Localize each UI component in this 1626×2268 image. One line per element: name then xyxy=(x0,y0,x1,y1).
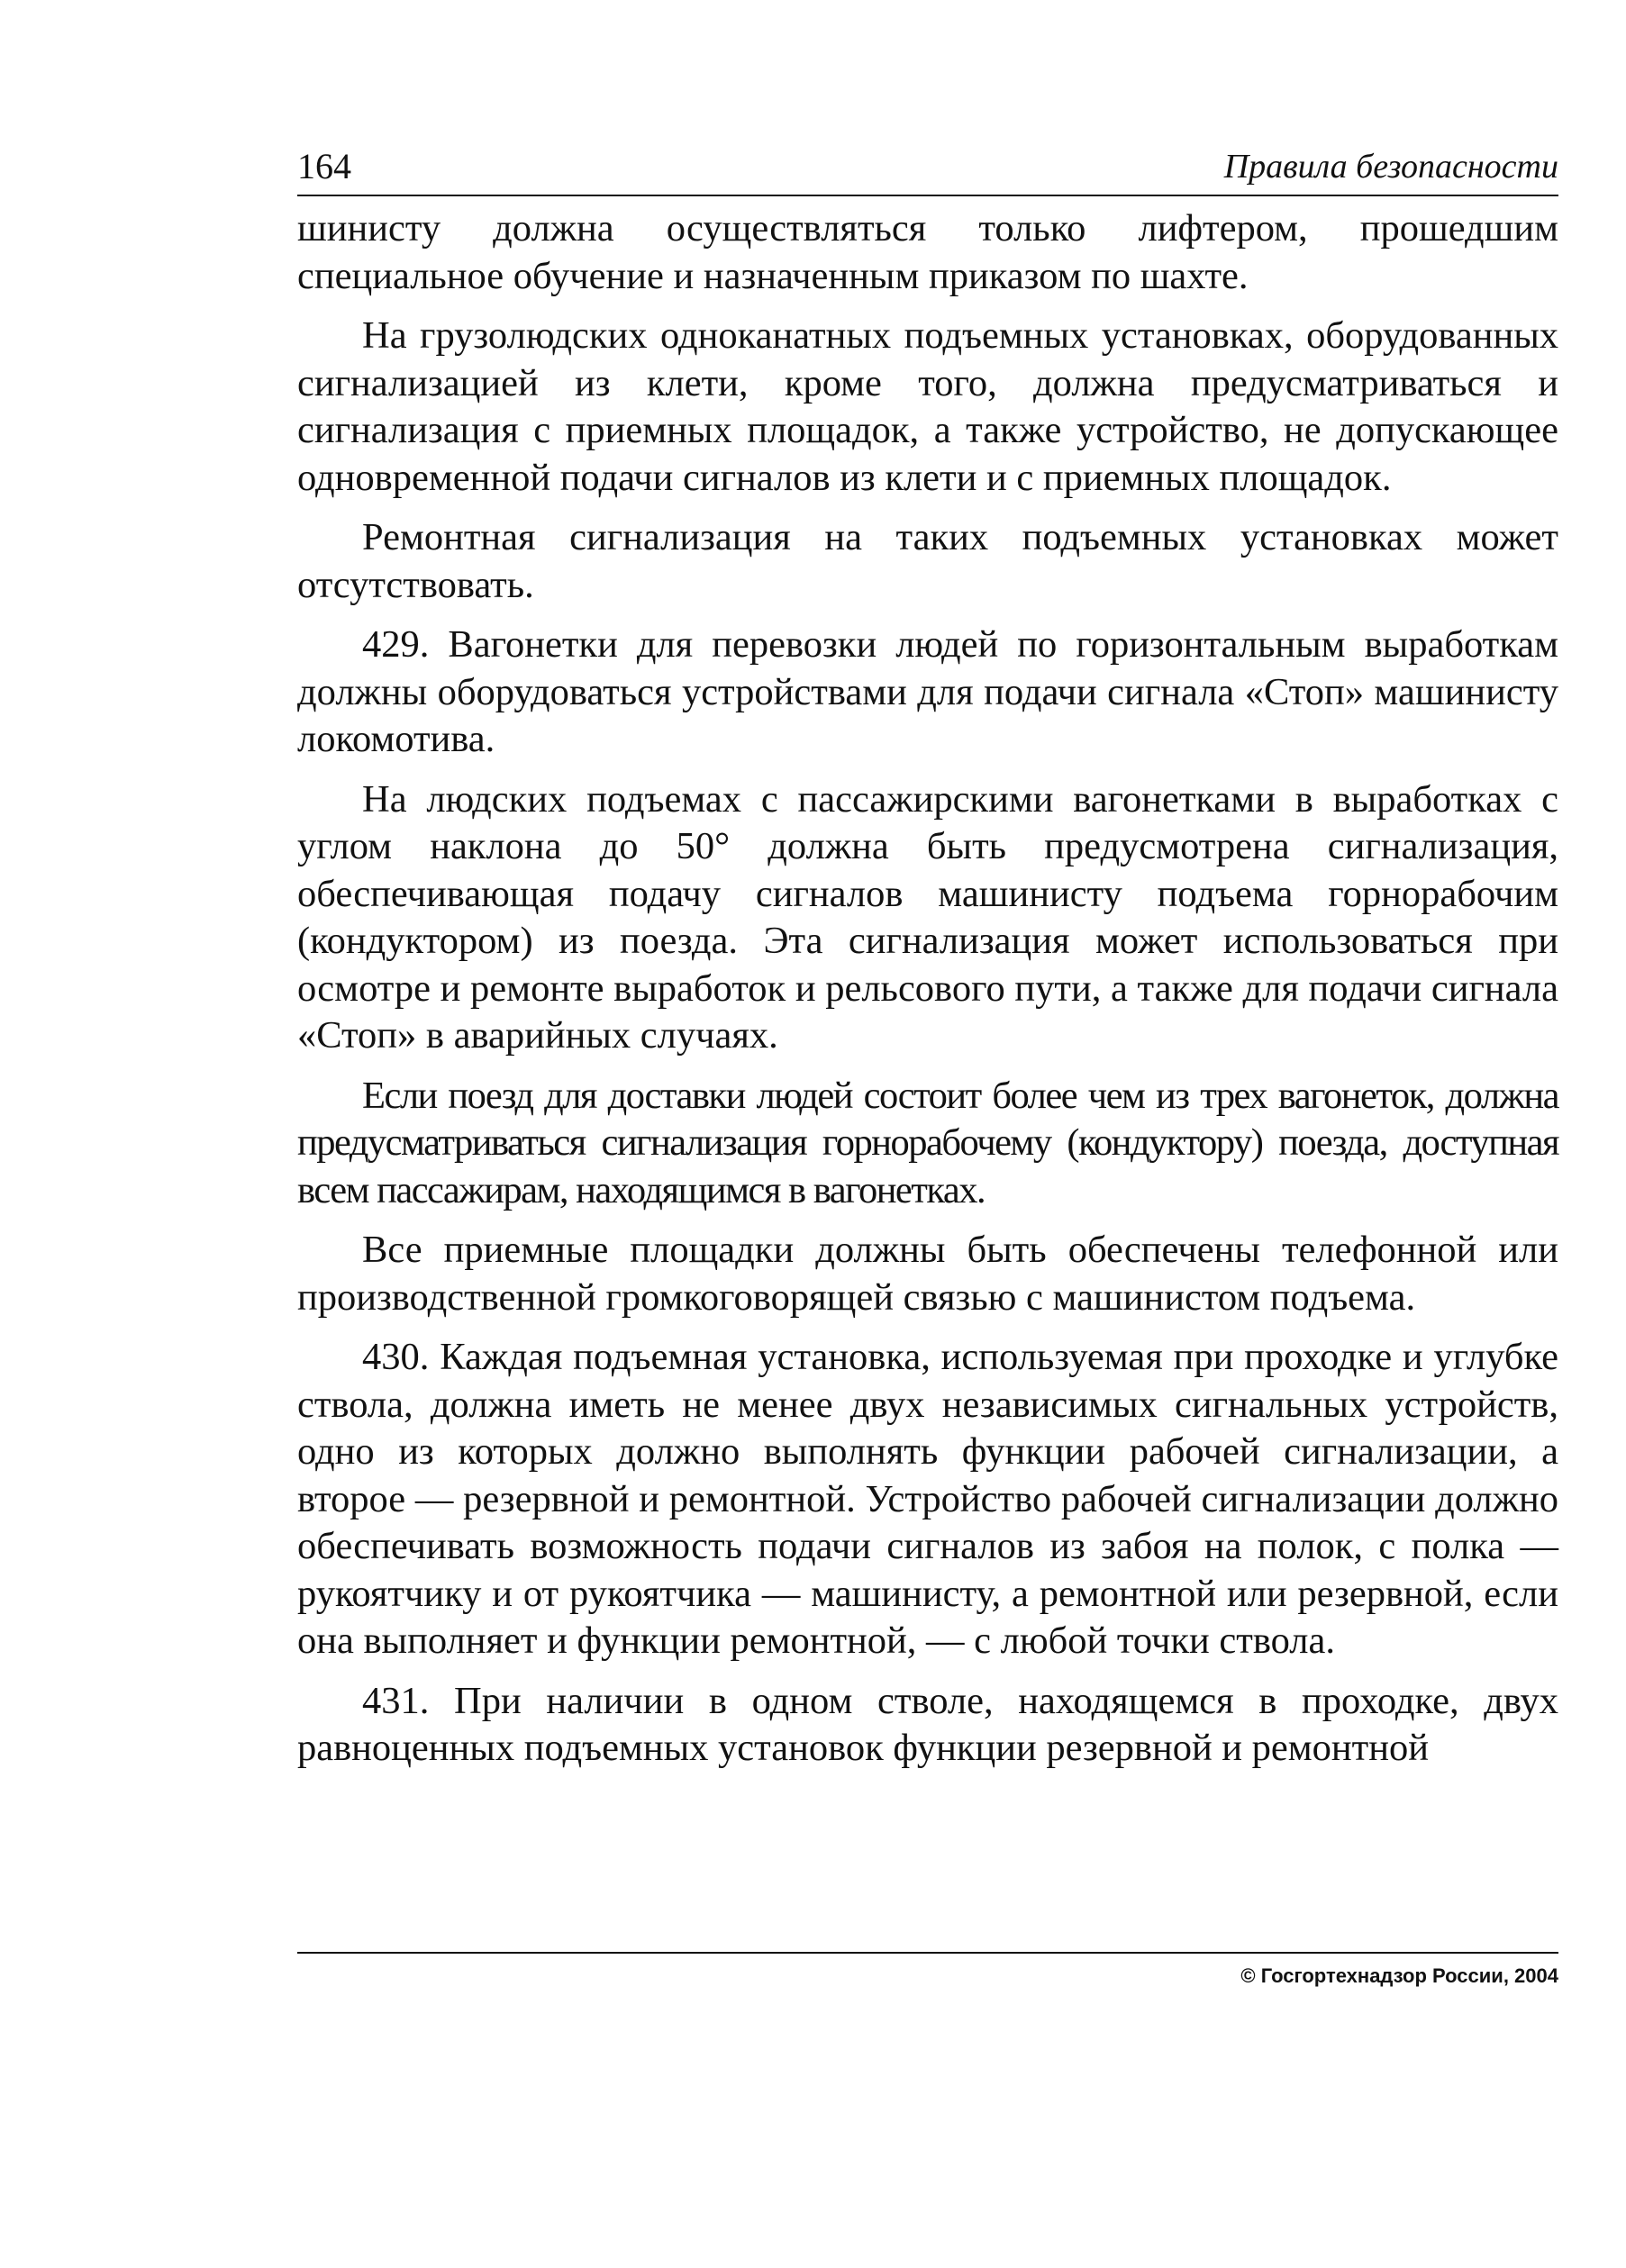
paragraph-429: 429. Вагонетки для перевозки людей по горизонтальным выработкам должны оборудоваться устройствами для подачи сигнала «Стоп» машинисту локомотива. xyxy=(297,623,1558,760)
paragraph: На грузолюдских одноканатных подъемных установках, оборудованных сигнализацией из клети, кроме того, должна предусматриваться и сигнализация с приемных площадок, а также устройство, не допускающее одновременной подачи сигналов из клети и с приемных площадок. xyxy=(297,314,1558,499)
paragraph-431: 431. При наличии в одном стволе, находящемся в проходке, двух равноценных подъемных установок функции резервной и ремонтной xyxy=(297,1679,1558,1769)
paragraph: Ремонтная сигнализация на таких подъемных установках может отсутствовать. xyxy=(297,516,1558,606)
copyright-notice: © Госгортехнадзор России, 2004 xyxy=(1240,1964,1558,1987)
footer-rule xyxy=(297,1952,1558,1954)
page-header xyxy=(297,144,1558,196)
paragraph-continuation: шинисту должна осуществляться только лифтером, прошедшим специальное обучение и назначенным приказом по шахте. xyxy=(297,207,1558,297)
paragraph: Все приемные площадки должны быть обеспечены телефонной или производственной громкоговорящей связью с машинистом подъема. xyxy=(297,1229,1558,1319)
header-rule xyxy=(297,195,1558,196)
body-text xyxy=(297,205,1558,1785)
running-title: Правила безопасности xyxy=(1223,148,1558,186)
page-number: 164 xyxy=(297,146,351,186)
paragraph: Если поезд для доставки людей состоит более чем из трех вагонеток, должна предусматриваться сигнализация горнорабочему (кондуктору) поезда, доступная всем пассажирам, находящимся в вагонетках. xyxy=(297,1074,1558,1211)
paragraph-430: 430. Каждая подъемная установка, используемая при проходке и углубке ствола, должна иметь не менее двух независимых сигнальных устройств, одно из которых должно выполнять функции рабочей сигнализации, а второе — резервной и ремонтной. Устройство рабочей сигнализации должно обеспечивать возможность подачи сигналов из забоя на полок, с полка — рукоятчику и от рукоятчика — машинисту, а ремонтной или резервной, если она выполняет и функции ремонтной, — с любой точки ствола. xyxy=(297,1336,1558,1662)
paragraph: На людских подъемах с пассажирскими вагонетками в выработках с углом наклона до 50° должна быть предусмотрена сигнализация, обеспечивающая подачу сигналов машинисту подъема горнорабочим (кондуктором) из поезда. Эта сигнализация может использоваться при осмотре и ремонте выработок и рельсового пути, а также для подачи сигнала «Стоп» в аварийных случаях. xyxy=(297,777,1558,1057)
